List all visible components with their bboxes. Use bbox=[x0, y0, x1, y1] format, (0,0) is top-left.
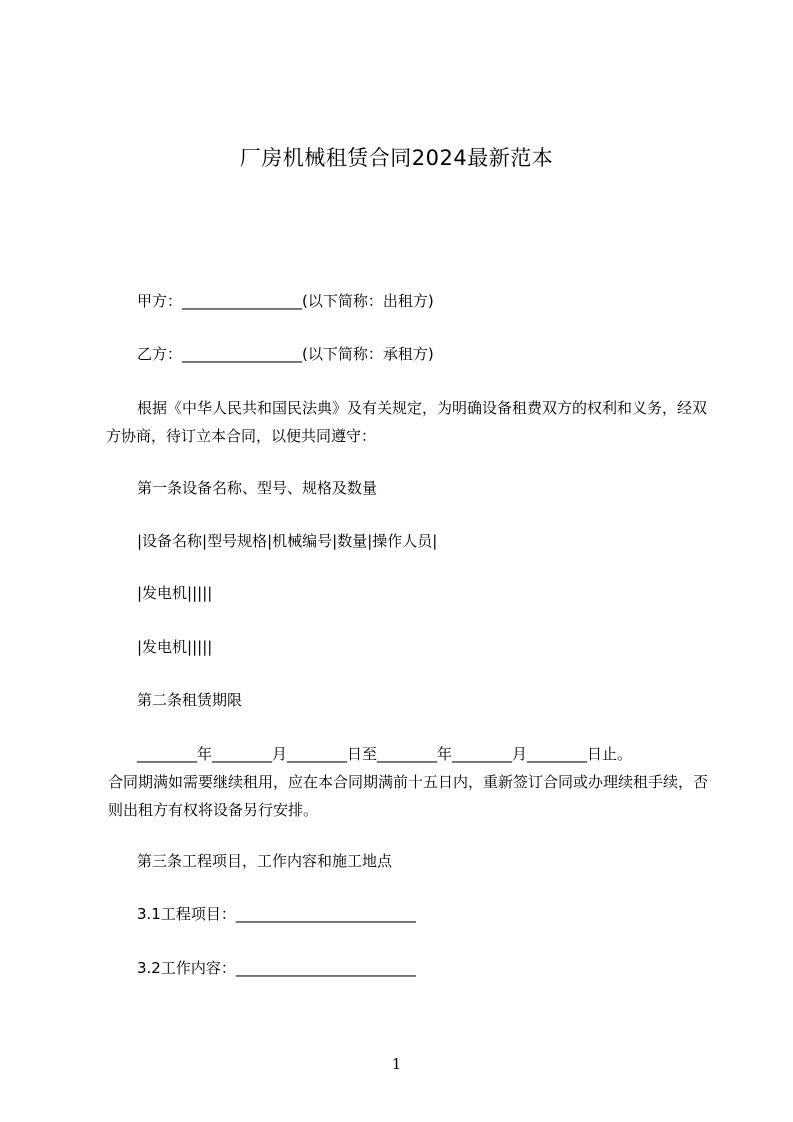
lease-period-dates: ________年________月________日至________年________月________日止。 bbox=[137, 745, 633, 763]
item-3-2: 3.2工作内容：________________________ bbox=[137, 959, 416, 977]
article-1-title: 第一条设备名称、型号、规格及数量 bbox=[137, 479, 378, 497]
article-2-title: 第二条租赁期限 bbox=[137, 691, 243, 709]
article-2-body bbox=[106, 740, 721, 824]
intro-text: 根据《中华人民共和国民法典》及有关规定，为明确设备租费双方的权利和义务，经双方协商，待订立本合同，以便共同遵守： bbox=[106, 399, 708, 445]
article-2-text: 合同期满如需要继续租用，应在本合同期满前十五日内，重新签订合同或办理续租手续，否则出租方有权将设备另行安排。 bbox=[108, 773, 709, 819]
document-title: 厂房机械租赁合同2024最新范本 bbox=[239, 146, 554, 170]
equipment-table-header: |设备名称|型号规格|机械编号|数量|操作人员| bbox=[137, 532, 438, 550]
party-a-line: 甲方：________________(以下简称：出租方) bbox=[137, 292, 434, 310]
equipment-table-row: |发电机||||| bbox=[137, 638, 213, 656]
intro-paragraph bbox=[106, 394, 718, 450]
article-3-title: 第三条工程项目，工作内容和施工地点 bbox=[137, 852, 393, 870]
page-number: 1 bbox=[391, 1055, 402, 1073]
equipment-table-row: |发电机||||| bbox=[137, 584, 213, 602]
party-b-line: 乙方：________________(以下简称：承租方) bbox=[137, 345, 434, 363]
item-3-1: 3.1工程项目：________________________ bbox=[137, 905, 416, 923]
